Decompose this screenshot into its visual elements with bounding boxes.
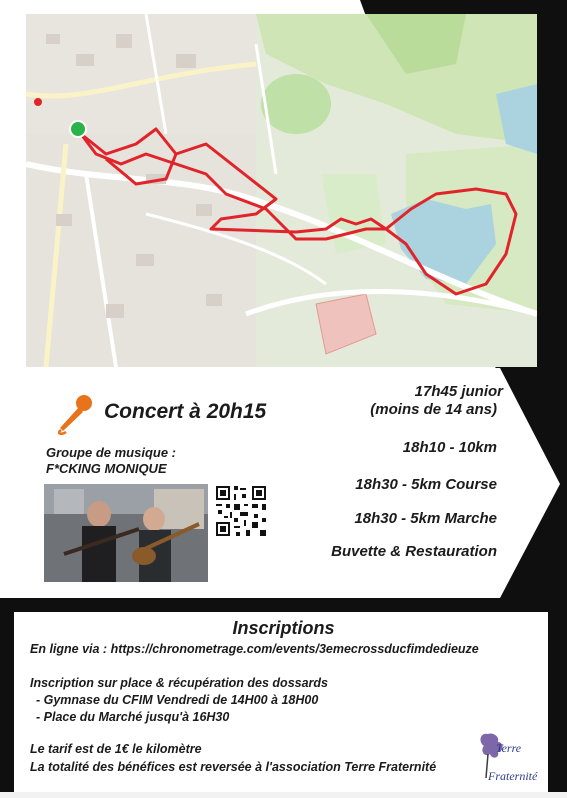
band-photo: [44, 484, 208, 582]
band-label: Groupe de musique :: [46, 445, 177, 460]
online-registration-link[interactable]: En ligne via : https://chronometrage.com/events/3emecrossducfimdedieuze: [30, 642, 479, 656]
schedule-buvette: Buvette & Restauration: [331, 543, 497, 560]
schedule-junior-age: (moins de 14 ans): [370, 401, 497, 418]
onsite-registration-text: Inscription sur place & récupération des dossards: [30, 676, 329, 690]
gym-location-text: - Gymnase du CFIM Vendredi de 14H00 à 18H00: [36, 693, 319, 707]
band-name: F*CKING MONIQUE: [46, 461, 167, 476]
route-map: [26, 14, 537, 367]
inscriptions-title: Inscriptions: [232, 618, 335, 638]
concert-title: Concert à 20h15: [104, 400, 267, 423]
profits-text: La totalité des bénéfices est reversée à l'association Terre Fraternité: [30, 760, 437, 774]
qr-code[interactable]: [214, 484, 268, 538]
schedule-5km-marche: 18h30 - 5km Marche: [354, 510, 497, 527]
microphone-icon: [52, 392, 96, 436]
logo-line2: Fraternité: [488, 769, 538, 783]
price-text: Le tarif est de 1€ le kilomètre: [30, 742, 202, 756]
schedule-junior: 17h45 junior: [414, 383, 503, 400]
terre-fraternite-logo: [474, 728, 544, 788]
schedule-10km: 18h10 - 10km: [402, 439, 497, 456]
schedule-5km-course: 18h30 - 5km Course: [355, 476, 497, 493]
market-location-text: - Place du Marché jusqu'à 16H30: [36, 710, 230, 724]
logo-line1: Terre: [496, 741, 522, 755]
